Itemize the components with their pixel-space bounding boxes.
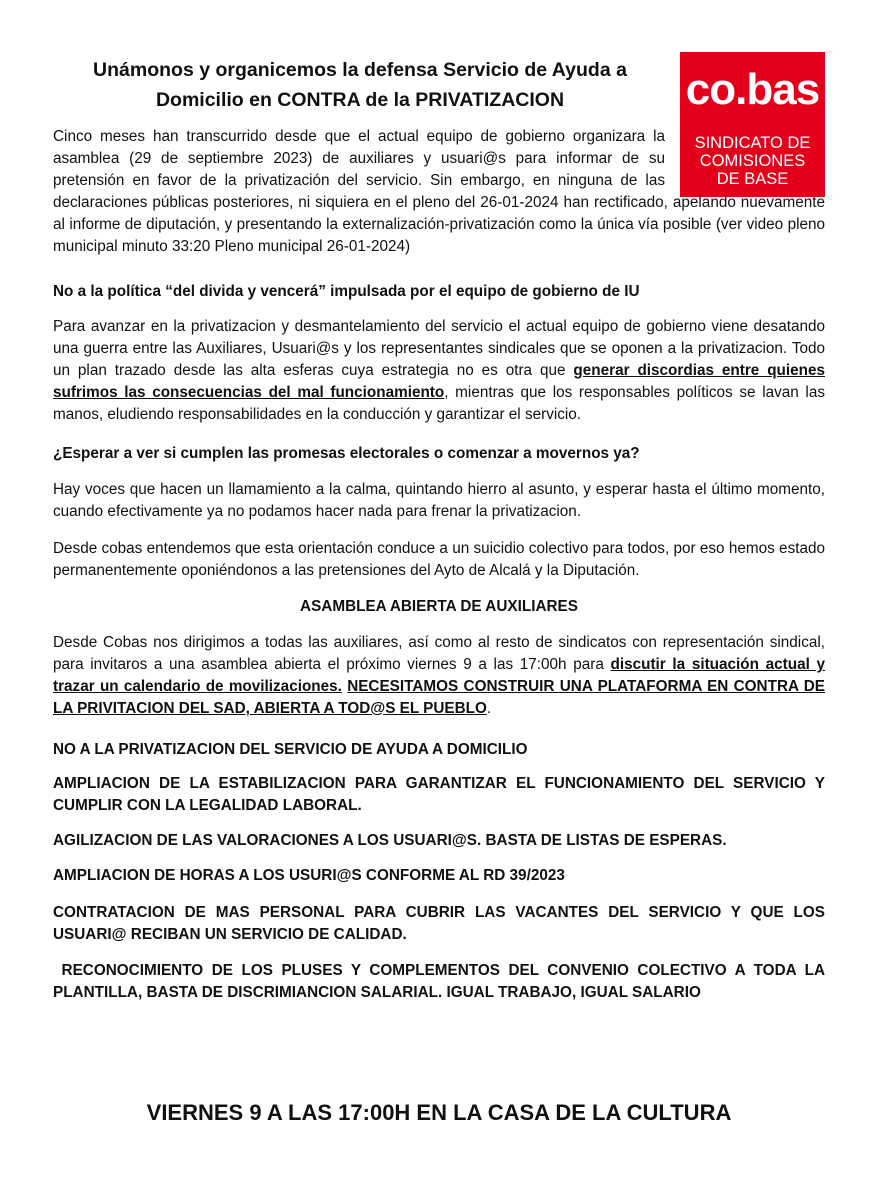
assembly-heading: ASAMBLEA ABIERTA DE AUXILIARES <box>300 598 578 615</box>
title-line-1: Unámonos y organicemos la defensa Servicio de Ayuda a <box>93 59 627 81</box>
title-line-2: Domicilio en CONTRA de la PRIVATIZACION <box>155 89 565 111</box>
assembly-text-before: Desde Cobas nos dirigimos a todas las auxiliares, así como al resto de sindicatos con representación sindical, para invitaros a una asamblea abierta el próximo viernes 9 a las 17:00h para <box>53 634 825 673</box>
demand-item: RECONOCIMIENTO DE LOS PLUSES Y COMPLEMENTOS DEL CONVENIO COLECTIVO A TODA LA PLANTILLA, BASTA DE DISCRIMIANCION SALARIAL. IGUAL TRABAJO, IGUAL SALARIO <box>53 962 830 1001</box>
section2-paragraph-1: Hay voces que hacen un llamamiento a la calma, quintando hierro al asunto, y esperar hasta el último momento, cuando efectivamente ya no podamos hacer nada para frenar la privatizacion. <box>53 481 825 520</box>
assembly-paragraph <box>53 632 825 720</box>
section2-heading: ¿Esperar a ver si cumplen las promesas electorales o comenzar a movernos ya? <box>53 445 640 462</box>
logo-wordmark: co.bas <box>685 65 820 114</box>
footer-callout: VIERNES 9 A LAS 17:00H EN LA CASA DE LA CULTURA <box>146 1100 732 1125</box>
demand-item: NO A LA PRIVATIZACION DEL SERVICIO DE AYUDA A DOMICILIO <box>53 741 528 758</box>
logo-spacer <box>665 126 825 192</box>
demand-item: AGILIZACION DE LAS VALORACIONES A LOS USUARI@S. BASTA DE LISTAS DE ESPERAS. <box>53 832 727 849</box>
demand-item: AMPLIACION DE HORAS A LOS USURI@S CONFORME AL RD 39/2023 <box>53 867 565 884</box>
section1-paragraph <box>53 316 825 426</box>
assembly-text-end: . <box>486 700 492 717</box>
page-title <box>60 55 660 115</box>
logo-subtitle-line-1: SINDICATO DE <box>694 134 811 152</box>
logo-subtitle-line-3: DE BASE <box>716 170 789 188</box>
section1-text-after: , mientras que los responsables políticos se lavan las manos, eludiendo responsabilidades en la conducción y garantizar el servicio. <box>53 384 825 423</box>
section1-text-before: Para avanzar en la privatizacion y desmantelamiento del servicio el actual equipo de gobierno viene desatando una guerra entre las Auxiliares, Usuari@s y los representantes sindicales que se oponen a la privatizacion. Todo un plan trazado desde las alta esferas cuya estrategia no es otra que <box>53 318 825 379</box>
demand-item: AMPLIACION DE LA ESTABILIZACION PARA GARANTIZAR EL FUNCIONAMIENTO DEL SERVICIO Y CUMPLIR CON LA LEGALIDAD LABORAL. <box>53 775 825 814</box>
section2-paragraph-2: Desde cobas entendemos que esta orientación conduce a un suicidio colectivo para todos, por eso hemos estado permanentemente oponiéndonos a las pretensiones del Ayto de Alcalá y la Diputación. <box>53 540 825 579</box>
intro-text: Cinco meses han transcurrido desde que el actual equipo de gobierno organizara la asamblea (29 de septiembre 2023) de auxiliares y usuari@s para informar de su pretensión en favor de la privatización del servicio. Sin embargo, en ninguna de las declaraciones públicas posteriores, ni siquiera en el pleno del 26-01-2024 han rectificado, apelando nuevamente al informe de diputación, y presentando la externalización-privatización como la única vía posible (ver video pleno municipal minuto 33:20 Pleno municipal 26-01-2024) <box>53 128 825 255</box>
intro-paragraph <box>53 126 825 258</box>
assembly-emphasis-1: discutir la situación actual y trazar un calendario de movilizaciones. <box>53 656 825 695</box>
logo-subtitle-line-2: COMISIONES <box>699 152 806 170</box>
assembly-emphasis-2: NECESITAMOS CONSTRUIR UNA PLATAFORMA EN CONTRA DE LA PRIVITACION DEL SAD, ABIERTA A TOD@S EL PUEBLO <box>53 678 825 717</box>
demand-item: CONTRATACION DE MAS PERSONAL PARA CUBRIR LAS VACANTES DEL SERVICIO Y QUE LOS USUARI@ RECIBAN UN SERVICIO DE CALIDAD. <box>53 904 825 943</box>
section1-emphasis: generar discordias entre quienes sufrimos las consecuencias del mal funcionamiento <box>53 362 825 401</box>
section1-heading: No a la política “del divida y vencerá” impulsada por el equipo de gobierno de IU <box>53 283 640 300</box>
